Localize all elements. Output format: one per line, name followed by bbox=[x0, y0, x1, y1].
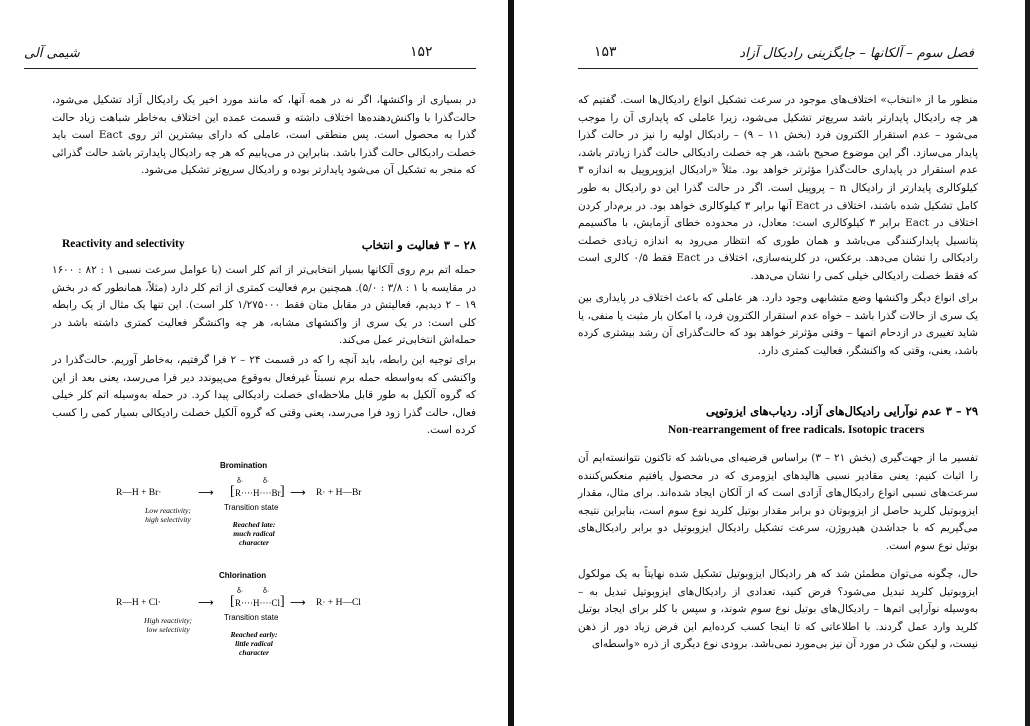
right-page-number: ۱۵۳ bbox=[594, 44, 617, 60]
bromination-reactants: R—H + Br· bbox=[116, 488, 162, 498]
bromination-ts-bracket-right: ] bbox=[280, 484, 285, 499]
bromination-ts-core: R····H····Br bbox=[235, 488, 281, 498]
chlorination-ts-label: Transition state bbox=[224, 613, 279, 622]
right-paragraph-4: حال، چگونه می‌توان مطمئن شد که هر رادیکال ایزوبوتیل تشکیل شده نهایتاً به یک مولکول ایزوبوتیل کلرید تبدیل می‌شود؟ فرض کنید، تعدادی از رادیکال‌های ایزوبوتیل تبدیل به – به‌وسیله نوآرایی اتم‌ها – رادیکال‌های بوتیل نوع سوم شوند، و سپس با کلر برای ایجاد بوتیل کلرید وارد عمل گردند. با اطلاعاتی که تا اینجا کسب کرده‌ایم این فرض زیاد دور از ذهن نیست، و لیکن شک در مورد آن نیز بی‌مورد نمی‌باشد. برودی نوع دیگری از ذره «واسطه‌ای bbox=[578, 568, 978, 651]
section-heading-en: Reactivity and selectivity bbox=[62, 238, 185, 250]
right-header-title: فصل سوم – آلکانها – جایگزینی رادیکال آزاد bbox=[739, 46, 974, 61]
bromination-ts-bracket-left: [ bbox=[230, 484, 235, 499]
chlorination-right-note: Reached early: little radical character bbox=[230, 630, 278, 657]
chlorination-reactants: R—H + Cl· bbox=[116, 598, 161, 608]
section-heading-fa: ۲۸ – ۳ فعالیت و انتخاب bbox=[361, 238, 476, 252]
right-section-heading-fa: ۲۹ – ۳ عدم نوآرایی رادیکال‌های آزاد. ردیاب‌های ایزوتوپی bbox=[705, 404, 978, 418]
chlorination-ts-bracket-left: [ bbox=[230, 594, 235, 609]
chlorination-products: R· + H—Cl bbox=[316, 598, 361, 608]
right-paragraph-3: تفسیر ما از جهت‌گیری (بخش ۲۱ – ۳) براساس فرضیه‌ای می‌باشد که تاکنون نتوانسته‌ایم آن را اثبات کنیم: یعنی مقادیر نسبی هالیدهای ایزومری که در محصول یافتیم منعکس‌کننده سرعت‌های نسبی انواع رادیکال‌های آزادی است که از آلکان ایجاد شده‌اند. برای مثال، مقدار ایزوبوتیل کلرید حاصل از ایزوبوتان دو برابر مقدار بوتیل کلرید نوع سوم است، بنابراین نتیجه می‌گیریم که با جداشدن هیدروژن، سرعت تشکیل رادیکال ایزوبوتیل دو برابر رادیکال‌های بوتیل نوع سوم است. bbox=[578, 452, 979, 552]
bromination-products: R· + H—Br bbox=[316, 488, 362, 498]
chlorination-ts-delta-right: δ· bbox=[263, 588, 270, 595]
bromination-left-note: Low reactivity; high selectivity bbox=[145, 506, 191, 524]
left-page bbox=[0, 0, 508, 726]
bromination-ts-delta-right: δ· bbox=[263, 478, 270, 485]
left-header-title: شیمی آلی bbox=[24, 46, 80, 61]
right-page bbox=[514, 0, 1025, 726]
bromination-arrow-1: ⟶ bbox=[198, 486, 214, 499]
chlorination-ts-bracket-right: ] bbox=[280, 594, 285, 609]
bromination-arrow-2: ⟶ bbox=[290, 486, 306, 499]
section-paragraph-1: حمله اتم برم روی آلکانها بسیار انتخابی‌تر از اتم کلر است (با عوامل سرعت نسبی ۱ : ۸۲ : ۱۶۰۰ در مقایسه با ۱ : ۳/۸ : ۵/۰). همچنین برم فعالیت کمتری از اتم کلر دارد (مثلاً، همانطور که در بخش ۱۹ – ۲ دیدیم، فعالیتش در مقابل متان فقط ۱/۲۷۵۰۰۰ کلر است). این تنها یک مثال از یک رابطه کلی است: در یک سری از واکنشهای مشابه، هر چه واکنشگر فعالیت کمتری داشته باشد در حمله‌اش انتخابی‌تر عمل می‌کند. bbox=[52, 264, 477, 347]
bromination-ts-label: Transition state bbox=[224, 503, 279, 512]
section-paragraph-2: برای توجیه این رابطه، باید آنچه را که در قسمت ۲۴ – ۲ فرا گرفتیم، به‌خاطر آوریم. حالت‌گذرا در واکنشی که به‌واسطه حمله برم نسبتاً غیرفعال به‌وقوع می‌پیوندد دیر فرا می‌رسد، یعنی بعد از این که گروه آلکیل به طور قابل ملاحظه‌ای خصلت رادیکالی پیدا کرد. در حمله به‌وسیله اتم کلر خیلی فعال، حالت گذرا زود فرا می‌رسد، یعنی وقتی که گروه آلکیل خصلت رادیکالی بسیار کمی را کسب کرده است. bbox=[52, 354, 476, 437]
intro-paragraph: در بسیاری از واکنشها، اگر نه در همه آنها، که مانند مورد اخیر یک رادیکال آزاد تشکیل می‌شود، حالت‌گذرا با واکنش‌دهنده‌ها اختلاف داشته و قسمت عمده این اختلاف به‌خاطر شباهت زیاد حالت گذرا به محصول است. پس منطقی است، عاملی که دارای بیشترین اثر روی Eact است باید خصلت رادیکالی حالت گذرا باشد. بنابراین در می‌یابیم که هر چه رادیکال پایدارتر باشد حالت گذرائی که منجر به تشکیل آن می‌شود پایدارتر بوده و رادیکال سریع‌تر تشکیل می‌شود. bbox=[52, 94, 476, 177]
left-header-rule bbox=[24, 68, 476, 69]
right-paragraph-1: منظور ما از «انتخاب» اختلاف‌های موجود در سرعت تشکیل انواع رادیکال‌ها است. گفتیم که هر چه رادیکال پایدارتر باشد سریع‌تر تشکیل می‌شود، زیرا عاملی که پایداری آن را موجب می‌شود – عدم استقرار الکترون فرد (بخش ۱۱ – ۹) – رادیکال اولیه را نیز در حالت گذرا پایدار می‌سازد. اگر این موضوع صحیح باشد، هر چه خصلت رادیکالی حالت گذرا زیادتر باشد، عدم استقرار در پایداری حالت‌گذرا مؤثرتر خواهد بود. مثلاً «رادیکال ایزوپروپیل به اندازه ۳ کیلوکالری پایدارتر از رادیکال n – پروپیل است. اگر در حالت گذرا این دو رادیکال به طور کامل تشکیل شده باشند، اختلاف در Eact آنها برابر ۳ کیلوکالری خواهد بود. در برم‌دار کردن اختلاف در Eact برابر ۳ کیلوکالری است: معادل، در محدوده خطای آزمایش، با ماکسیمم پتانسیل پایدارکنندگی می‌باشد و همان طوری که انتظار می‌رود به اندازه زیادی خصلت رادیکالی را نشان می‌دهد. برعکس، در کلرینه‌سازی، اختلاف در Eact فقط ۰/۵ کالری است که فقط خصلت رادیکالی خیلی کمی را نشان می‌دهد. bbox=[578, 94, 979, 282]
chlorination-ts-delta-left: δ· bbox=[237, 588, 244, 595]
right-paragraph-2: برای انواع دیگر واکنشها وضع متشابهی وجود دارد. هر عاملی که باعث اختلاف در پایداری بین یک سری از حالات گذرا باشد – خواه عدم استقرار الکترون فرد، یا امکان بار مثبت یا منفی، یا شاید تغییری در ازدحام اتمها – وقتی مؤثرتر خواهد بود که حالت‌گذرای آن رشد بیشتری کرده باشد، یعنی، وقتی که واکنشگر، فعالیت کمتری دارد. bbox=[578, 292, 978, 357]
chlorination-arrow-1: ⟶ bbox=[198, 596, 214, 609]
right-header-rule bbox=[578, 68, 978, 69]
chlorination-arrow-2: ⟶ bbox=[290, 596, 306, 609]
right-section-heading-en: Non-rearrangement of free radicals. Isotopic tracers bbox=[668, 424, 925, 436]
bromination-right-note: Reached late: much radical character bbox=[232, 520, 276, 547]
chlorination-title: Chlorination bbox=[219, 571, 267, 580]
bromination-title: Bromination bbox=[220, 461, 268, 470]
bromination-ts-delta-left: δ· bbox=[237, 478, 244, 485]
chlorination-left-note: High reactivity; low selectivity bbox=[143, 616, 192, 634]
chlorination-ts-core: R····H····Cl bbox=[235, 598, 280, 608]
left-page-number: ۱۵۲ bbox=[410, 44, 433, 60]
